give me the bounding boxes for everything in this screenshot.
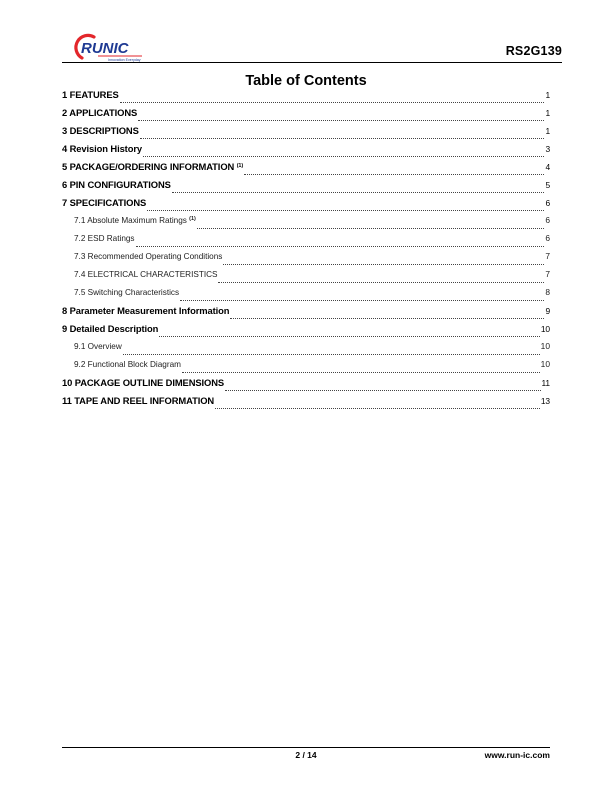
- toc-entry-page: 6: [545, 233, 550, 243]
- toc-entry-page: 6: [545, 215, 550, 225]
- toc-entry[interactable]: [62, 251, 550, 269]
- toc-entry-text: 1 FEATURES: [62, 89, 119, 100]
- toc-entry-page: 4: [545, 162, 550, 172]
- toc-entry-text: 7.3 Recommended Operating Conditions: [74, 252, 223, 261]
- toc-entry-label: [62, 305, 229, 316]
- toc-entry-page: 10: [540, 324, 550, 334]
- toc-entry[interactable]: [62, 233, 550, 251]
- toc-entry[interactable]: [62, 395, 550, 413]
- toc-entry-label: [62, 107, 137, 118]
- dot-leader: [215, 407, 540, 409]
- toc-entry-page: 5: [545, 180, 550, 190]
- dot-leader: [182, 371, 540, 373]
- toc-entry-page: 3: [545, 144, 550, 154]
- dot-leader: [218, 281, 544, 283]
- dot-leader: [147, 209, 544, 211]
- toc-entry-page: 8: [545, 287, 550, 297]
- toc-entry[interactable]: [62, 287, 550, 305]
- dot-leader: [225, 389, 540, 391]
- toc-entry-label: [62, 377, 224, 388]
- toc-entry[interactable]: [62, 161, 550, 179]
- dot-leader: [143, 155, 544, 157]
- page-header: [62, 28, 562, 64]
- logo-wordmark: RUNIC: [81, 40, 129, 57]
- toc-entry[interactable]: [62, 215, 550, 233]
- toc-entry-label: [62, 125, 139, 136]
- header-divider: [62, 62, 562, 63]
- dot-leader: [140, 137, 545, 139]
- toc-entry-text: 9 Detailed Description: [62, 323, 159, 334]
- logo-tagline: Innovation Everyday: [108, 58, 141, 62]
- toc-entry[interactable]: [62, 107, 550, 125]
- toc-entry-text: 10 PACKAGE OUTLINE DIMENSIONS: [62, 377, 225, 388]
- toc-entry[interactable]: [62, 197, 550, 215]
- toc-entry-page: 7: [545, 251, 550, 261]
- toc-entry[interactable]: [62, 89, 550, 107]
- toc-entry-text: 4 Revision History: [62, 143, 142, 154]
- footer-divider: [62, 747, 550, 748]
- toc-entry-label: [62, 197, 146, 208]
- toc-entry-text: 2 APPLICATIONS: [62, 107, 138, 118]
- toc-entry[interactable]: [62, 143, 550, 161]
- toc-entry-page: 10: [540, 359, 550, 369]
- toc-entry[interactable]: [62, 305, 550, 323]
- dot-leader: [136, 245, 545, 247]
- toc-entry-label: [62, 395, 214, 406]
- toc-entry-page: 11: [541, 378, 550, 388]
- toc-entry-page: 1: [545, 108, 550, 118]
- dot-leader: [180, 299, 544, 301]
- toc-entry-page: 1: [545, 90, 550, 100]
- toc-entry-text: 7 SPECIFICATIONS: [62, 197, 147, 208]
- toc-entry[interactable]: [62, 179, 550, 197]
- toc-entry-footnote: (1): [236, 163, 244, 169]
- toc-entry[interactable]: [62, 377, 550, 395]
- toc-entry-label: [74, 288, 179, 297]
- toc-entry-label: [74, 360, 181, 369]
- toc-entry[interactable]: [62, 323, 550, 341]
- toc-entry-page: 10: [540, 341, 550, 351]
- dot-leader: [123, 353, 540, 355]
- toc-entry-label: [74, 270, 217, 279]
- toc-entry-text: 9.1 Overview: [74, 342, 122, 351]
- toc-entry-page: 9: [545, 306, 550, 316]
- footer-url[interactable]: www.run-ic.com: [484, 750, 550, 760]
- toc-entry-text: 7.4 ELECTRICAL CHARACTERISTICS: [74, 270, 218, 279]
- toc-entry[interactable]: [62, 125, 550, 143]
- page-indicator: 2 / 14: [295, 750, 317, 760]
- dot-leader: [244, 173, 544, 175]
- toc-entry[interactable]: [62, 269, 550, 287]
- toc-entry-page: 13: [540, 396, 550, 406]
- toc-entry-label: [62, 161, 243, 172]
- toc-entry-text: 9.2 Functional Block Diagram: [74, 360, 181, 369]
- toc-entry-label: [62, 89, 119, 100]
- toc-entry[interactable]: [62, 341, 550, 359]
- toc-entry-text: 5 PACKAGE/ORDERING INFORMATION: [62, 161, 235, 172]
- dot-leader: [120, 101, 545, 103]
- toc-entry-text: 11 TAPE AND REEL INFORMATION: [62, 395, 215, 406]
- dot-leader: [138, 119, 544, 121]
- toc-entry-text: 7.5 Switching Characteristics: [74, 288, 180, 297]
- toc-entry-label: [74, 234, 135, 243]
- toc-title: Table of Contents: [245, 73, 367, 89]
- toc-entry-footnote: (1): [189, 216, 196, 222]
- toc-entry-text: 7.1 Absolute Maximum Ratings: [74, 216, 187, 225]
- toc-entry-label: [62, 179, 171, 190]
- toc-entry-label: [62, 143, 142, 154]
- toc-entry-text: 7.2 ESD Ratings: [74, 234, 135, 243]
- toc-entry-label: [74, 342, 122, 351]
- dot-leader: [230, 317, 544, 319]
- table-of-contents: [62, 89, 550, 413]
- toc-entry-text: 6 PIN CONFIGURATIONS: [62, 179, 171, 190]
- toc-entry-page: 7: [545, 269, 550, 279]
- runic-logo: [68, 32, 148, 62]
- toc-entry[interactable]: [62, 359, 550, 377]
- dot-leader: [197, 227, 544, 229]
- dot-leader: [172, 191, 545, 193]
- toc-entry-text: 3 DESCRIPTIONS: [62, 125, 139, 136]
- dot-leader: [159, 335, 540, 337]
- toc-entry-page: 1: [545, 126, 550, 136]
- toc-entry-text: 8 Parameter Measurement Information: [62, 305, 230, 316]
- toc-entry-label: [62, 323, 158, 334]
- dot-leader: [223, 263, 544, 265]
- document-code: RS2G139: [505, 44, 562, 58]
- toc-entry-page: 6: [545, 198, 550, 208]
- toc-entry-label: [74, 216, 196, 225]
- toc-entry-label: [74, 252, 222, 261]
